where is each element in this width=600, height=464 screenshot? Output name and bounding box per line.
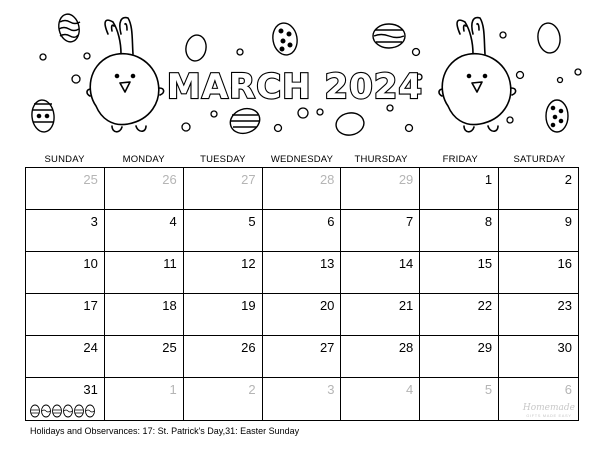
day-cell — [184, 168, 263, 210]
day-number: 9 — [564, 214, 572, 229]
day-number: 3 — [327, 382, 335, 397]
day-number: 26 — [241, 340, 256, 355]
day-number: 4 — [169, 214, 177, 229]
day-number: 27 — [319, 340, 335, 355]
easter-egg-icon — [270, 21, 299, 57]
easter-header-illustration — [0, 0, 600, 150]
day-number: 23 — [557, 298, 572, 313]
day-number: 14 — [398, 256, 414, 271]
day-number: 28 — [319, 172, 335, 187]
day-number: 19 — [241, 298, 256, 313]
day-number: 1 — [169, 382, 177, 397]
day-number: 29 — [477, 340, 493, 355]
day-number: 10 — [83, 256, 98, 271]
day-cell — [184, 210, 263, 252]
day-cell — [105, 336, 184, 378]
day-number: 30 — [557, 340, 572, 355]
easter-egg-icon — [31, 405, 40, 417]
day-number: 28 — [398, 340, 414, 355]
day-number: 5 — [248, 214, 256, 229]
day-cell — [420, 336, 499, 378]
day-cell — [26, 294, 105, 336]
day-cell — [184, 252, 263, 294]
day-number: 12 — [241, 256, 256, 271]
day-cell — [105, 378, 184, 420]
weekday-label: SATURDAY — [513, 154, 566, 165]
day-cell — [263, 378, 342, 420]
day-cell — [499, 210, 578, 252]
easter-egg-icon — [75, 405, 84, 417]
easter-egg-icon — [53, 405, 62, 417]
day-number: 21 — [398, 298, 414, 313]
day-cell — [263, 336, 342, 378]
day-cell — [499, 378, 578, 420]
easter-egg-row-icon — [29, 404, 101, 418]
day-cell — [26, 252, 105, 294]
day-cell — [263, 210, 342, 252]
easter-egg-icon — [546, 100, 568, 132]
day-number: 7 — [406, 214, 414, 229]
day-cell — [341, 336, 420, 378]
easter-egg-icon — [30, 99, 55, 133]
day-cell — [341, 378, 420, 420]
watermark-logo-text: Homemade — [522, 403, 575, 413]
day-cell — [499, 168, 578, 210]
weekday-label: MONDAY — [122, 154, 165, 165]
day-number: 11 — [163, 256, 177, 271]
day-number: 2 — [248, 382, 256, 397]
day-cell — [105, 294, 184, 336]
day-number: 6 — [564, 382, 572, 397]
day-cell — [184, 378, 263, 420]
day-number: 25 — [83, 172, 98, 187]
day-cell — [105, 210, 184, 252]
calendar-grid — [25, 167, 579, 421]
day-number: 18 — [162, 298, 177, 313]
weekday-label: SUNDAY — [44, 154, 85, 165]
day-cell — [420, 210, 499, 252]
day-number: 6 — [327, 214, 335, 229]
day-cell — [341, 168, 420, 210]
day-number: 8 — [484, 214, 493, 229]
weekday-label: THURSDAY — [354, 154, 408, 165]
day-cell — [341, 252, 420, 294]
day-cell — [263, 252, 342, 294]
day-cell — [499, 294, 578, 336]
day-cell — [499, 252, 578, 294]
easter-egg-icon — [536, 22, 562, 55]
day-number: 4 — [406, 382, 414, 397]
day-cell — [420, 294, 499, 336]
day-cell — [263, 294, 342, 336]
day-number: 2 — [564, 172, 572, 187]
weekday-header-row — [25, 153, 579, 167]
day-cell — [184, 336, 263, 378]
day-cell — [420, 378, 499, 420]
day-number: 26 — [162, 172, 177, 187]
easter-egg-icon — [373, 24, 405, 48]
easter-egg-icon — [334, 111, 365, 138]
weekday-label: WEDNESDAY — [270, 154, 334, 165]
day-cell — [26, 168, 105, 210]
day-cell — [341, 210, 420, 252]
day-number: 16 — [557, 256, 572, 271]
day-number: 22 — [477, 298, 493, 313]
calendar-title: MARCH 2024 — [166, 67, 424, 107]
day-number: 20 — [319, 298, 335, 313]
brand-watermark — [523, 403, 575, 418]
weekday-label: FRIDAY — [442, 154, 478, 165]
day-number: 13 — [319, 256, 335, 271]
day-number: 3 — [90, 214, 98, 229]
day-cell — [263, 168, 342, 210]
day-cell — [26, 210, 105, 252]
holidays-note: Holidays and Observances: 17: St. Patrick's Day,31: Easter Sunday — [30, 426, 300, 436]
day-cell — [26, 336, 105, 378]
day-number: 1 — [484, 172, 493, 187]
day-cell — [184, 294, 263, 336]
easter-egg-icon — [227, 105, 263, 138]
weekday-label: TUESDAY — [200, 154, 246, 165]
easter-egg-icon — [184, 33, 208, 62]
day-cell — [26, 378, 105, 420]
day-number: 27 — [241, 172, 256, 187]
day-number: 31 — [83, 382, 98, 397]
day-cell — [499, 336, 578, 378]
day-cell — [341, 294, 420, 336]
day-number: 29 — [398, 172, 414, 187]
easter-egg-icon — [56, 12, 81, 44]
day-number: 17 — [83, 298, 98, 313]
day-cell — [105, 168, 184, 210]
day-number: 25 — [162, 340, 177, 355]
day-cell — [420, 168, 499, 210]
watermark-tagline: GIFTS MADE EASY — [526, 413, 572, 418]
day-number: 5 — [484, 382, 493, 397]
day-cell — [420, 252, 499, 294]
bunny-icon-left — [87, 18, 164, 132]
day-number: 24 — [83, 340, 98, 355]
day-cell — [105, 252, 184, 294]
day-number: 15 — [477, 256, 493, 271]
